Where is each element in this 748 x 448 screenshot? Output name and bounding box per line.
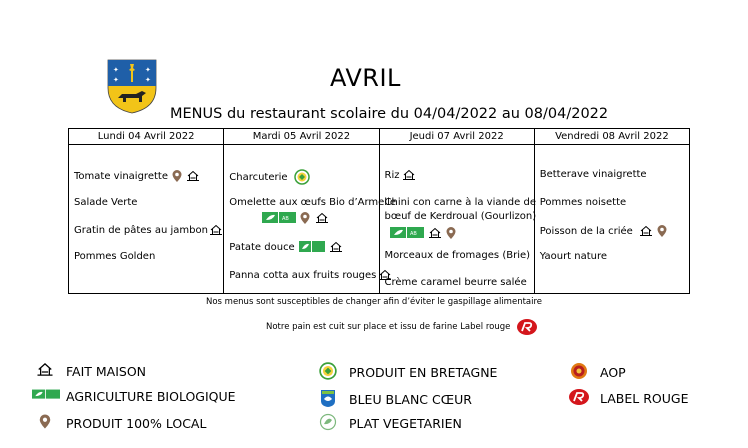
day-header-monday: Lundi 04 Avril 2022 — [69, 129, 224, 145]
legend-fait-maison — [32, 362, 146, 380]
menu-item: Crème caramel beurre salée — [384, 277, 527, 288]
house-icon — [428, 227, 442, 239]
house-icon — [639, 225, 653, 237]
svg-text:AB: AB — [282, 216, 290, 222]
menu-item-icons — [262, 211, 329, 225]
house-icon — [186, 170, 200, 182]
menu-item: Patate douce — [229, 241, 342, 253]
note-waste: Nos menus sont susceptibles de changer afin d’éviter le gaspillage alimentaire — [205, 297, 543, 307]
note-bread-text: Notre pain est cuit sur place et issu de farine Label rouge — [266, 322, 511, 332]
menu-item: Morceaux de fromages (Brie) — [384, 250, 531, 261]
legend-label: PLAT VEGETARIEN — [349, 416, 462, 431]
svg-text:✦: ✦ — [113, 66, 119, 74]
menu-item: Chini con carne à la viande de — [384, 197, 536, 208]
legend-label-rouge — [566, 388, 688, 409]
organic-leaf-icon — [299, 241, 325, 253]
menu-item: Yaourt nature — [539, 251, 608, 262]
house-icon — [402, 169, 416, 181]
menu-cell-thursday — [379, 145, 537, 294]
svg-text:✦: ✦ — [145, 76, 151, 84]
location-pin-icon — [445, 226, 457, 240]
legend-label: PRODUIT EN BRETAGNE — [349, 365, 498, 380]
location-pin-icon — [656, 224, 668, 238]
page-subtitle: MENUS du restaurant scolaire du 04/04/2022 au 08/04/2022 — [170, 106, 609, 122]
menu-item: Omelette aux œufs Bio d’Armelle — [229, 197, 396, 208]
legend-aop — [566, 362, 626, 383]
legend-label: AGRICULTURE BIOLOGIQUE — [66, 388, 236, 404]
menu-item: Charcuterie — [229, 169, 309, 185]
organic-leaf-icon — [390, 227, 424, 239]
house-icon — [315, 212, 329, 224]
day-header-friday: Vendredi 08 Avril 2022 — [534, 129, 689, 145]
menu-table — [68, 128, 690, 294]
page-title: AVRIL — [330, 64, 401, 92]
svg-text:✦: ✦ — [113, 76, 119, 84]
brittany-icon — [319, 362, 337, 380]
aop-seal-icon — [570, 362, 588, 380]
house-icon — [36, 362, 54, 377]
legend-bbc — [315, 388, 472, 411]
legend-bio — [32, 388, 236, 404]
legend-label: PRODUIT 100% LOCAL — [66, 415, 207, 431]
menu-item: bœuf de Kerdroual (Gourlizon) — [384, 211, 537, 222]
organic-leaf-icon — [262, 212, 296, 224]
note-bread — [266, 318, 538, 336]
svg-text:AB: AB — [409, 231, 417, 237]
menu-item: Pommes Golden — [74, 251, 156, 262]
svg-text:✦: ✦ — [145, 66, 151, 74]
legend-label: AOP — [600, 365, 626, 380]
town-crest-logo — [106, 58, 158, 114]
menu-item: Pommes noisette — [539, 197, 627, 208]
legend-vege — [315, 413, 462, 434]
legend-label: FAIT MAISON — [66, 363, 147, 379]
location-pin-icon — [299, 211, 311, 225]
menu-item: Betterave vinaigrette — [539, 169, 647, 180]
menu-item: Salade Verte — [74, 197, 138, 208]
label-rouge-icon — [516, 318, 538, 336]
menu-item: Tomate vinaigrette — [74, 169, 200, 183]
menu-item: Riz — [385, 169, 417, 181]
menu-item: Panna cotta aux fruits rouges — [229, 269, 392, 281]
legend-bretagne — [315, 362, 497, 383]
menu-item-icons — [390, 226, 457, 240]
bleu-blanc-coeur-icon — [319, 388, 337, 408]
day-header-tuesday: Mardi 05 Avril 2022 — [224, 129, 379, 145]
legend-local — [32, 413, 206, 433]
location-pin-icon — [38, 413, 52, 430]
menu-cell-monday — [69, 145, 224, 294]
menu-cell-friday — [534, 145, 689, 294]
label-rouge-icon — [568, 388, 590, 406]
organic-leaf-icon — [32, 388, 60, 401]
legend-label: LABEL ROUGE — [600, 391, 689, 406]
location-pin-icon — [171, 169, 183, 183]
day-header-thursday: Jeudi 07 Avril 2022 — [379, 129, 534, 145]
house-icon — [329, 241, 343, 253]
menu-item: Gratin de pâtes au jambon — [74, 224, 223, 236]
vegetarian-icon — [319, 413, 337, 431]
house-icon — [209, 224, 223, 236]
legend-label: BLEU BLANC CŒUR — [349, 392, 472, 407]
brittany-icon — [294, 169, 310, 185]
menu-item: Poisson de la criée — [540, 224, 668, 238]
